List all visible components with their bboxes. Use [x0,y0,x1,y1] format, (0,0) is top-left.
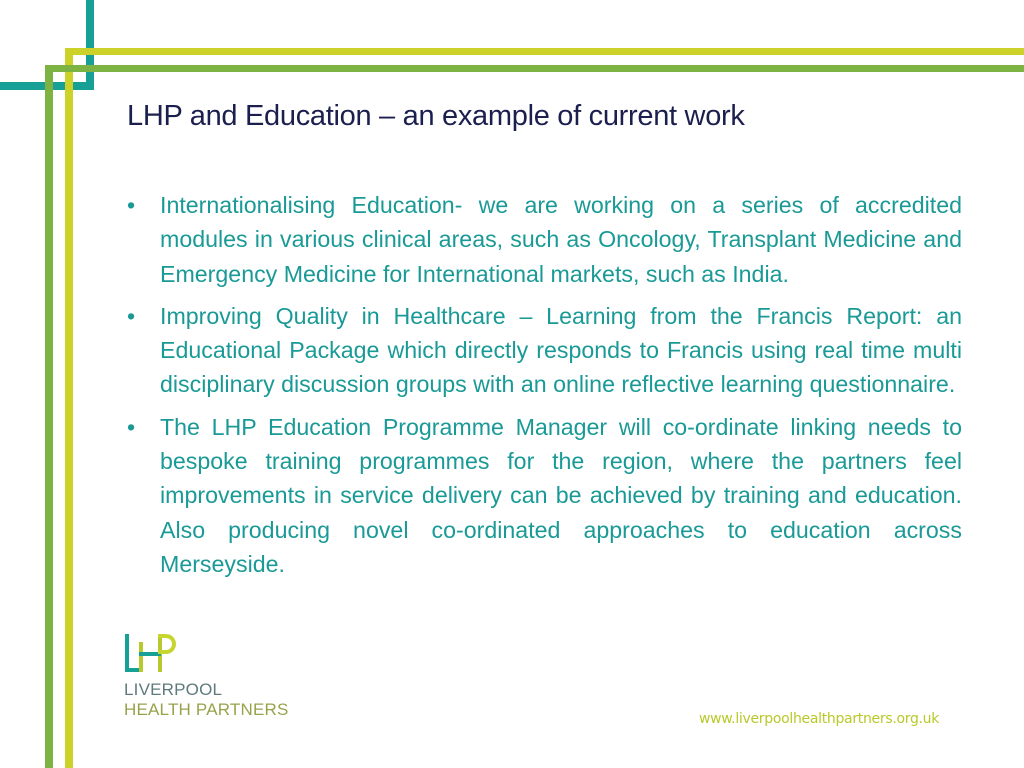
logo-mark-l-icon [125,634,129,672]
decorative-green-vertical-line [45,65,53,768]
decorative-teal-weave-segment [86,55,94,65]
bullet-text: Internationalising Education- we are working on a series of accredited modules in various clinical areas, such as Oncology, Transplant Medicine and Emergency Medicine for International markets, such as India. [160,192,962,287]
bullet-item-internationalising [127,188,962,291]
bullet-item-programme-manager [127,410,962,581]
decorative-lime-vertical-line [65,48,73,768]
decorative-lime-horizontal-line [65,48,1024,55]
bullet-list [127,188,962,589]
decorative-teal-vertical-line [86,0,94,89]
logo-mark-h-left-icon [139,642,143,672]
lhp-logo [120,628,320,723]
decorative-green-horizontal-line [45,65,1024,72]
bullet-text: Improving Quality in Healthcare – Learning from the Francis Report: an Educational Package which directly responds to Francis using real time multi disciplinary discussion groups with an online reflective learning questionnaire. [160,302,962,398]
bullet-item-improving-quality [127,299,962,402]
bullet-dot-icon: • [127,413,136,440]
bullet-dot-icon: • [127,192,136,218]
logo-text-health-partners: HEALTH PARTNERS [124,700,289,719]
logo-mark-p-bowl-icon [158,634,176,654]
bullet-dot-icon: • [127,302,136,329]
slide-title: LHP and Education – an example of current work [127,100,745,132]
bullet-text: The LHP Education Programme Manager will co-ordinate linking needs to bespoke training programmes for the region, where the partners feel improvements in service delivery can be achieved by training and education. Also producing novel co-ordinated approaches to education across Merseyside. [160,413,962,577]
website-link[interactable]: www.liverpoolhealthpartners.org.uk [699,711,940,727]
logo-text-liverpool: LIVERPOOL [124,680,223,699]
